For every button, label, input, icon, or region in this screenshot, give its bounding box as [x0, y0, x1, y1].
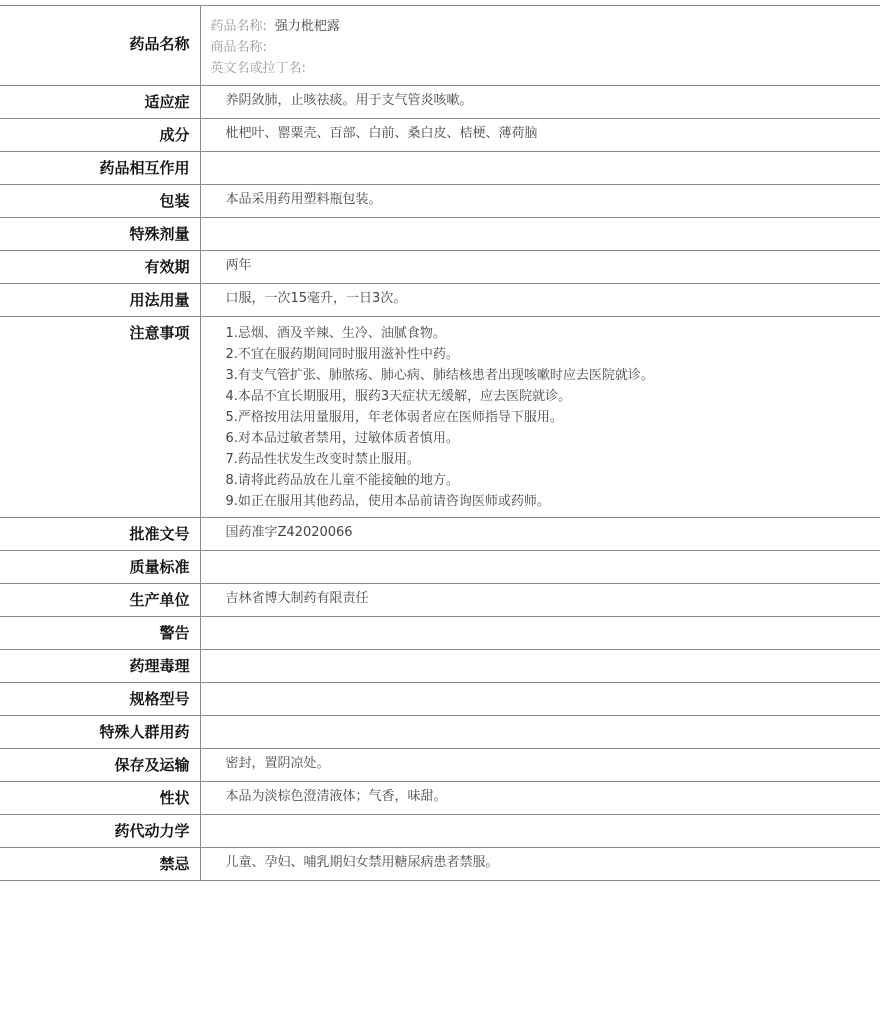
row-label: 性状 — [0, 782, 200, 815]
trade-name-key: 商品名称: — [210, 40, 267, 55]
latin-name-key: 英文名或拉丁名: — [210, 61, 306, 76]
row-label: 生产单位 — [0, 584, 200, 617]
row-value — [200, 617, 880, 650]
row-label: 药代动力学 — [0, 815, 200, 848]
row-value — [200, 6, 880, 86]
row-label: 药理毒理 — [0, 650, 200, 683]
row-value: 口服，一次15毫升，一日3次。 — [225, 291, 407, 306]
precaution-item: 5.严格按用法用量服用，年老体弱者应在医师指导下服用。 — [225, 410, 563, 425]
row-usage — [0, 284, 880, 317]
row-shelf-life — [0, 251, 880, 284]
row-label: 禁忌 — [0, 848, 200, 881]
row-label: 成分 — [0, 119, 200, 152]
row-label: 用法用量 — [0, 284, 200, 317]
drug-info-table — [0, 5, 880, 881]
precaution-item: 1.忌烟、酒及辛辣、生冷、油腻食物。 — [225, 326, 446, 341]
row-storage — [0, 749, 880, 782]
row-contraindications — [0, 848, 880, 881]
row-label: 警告 — [0, 617, 200, 650]
row-value: 密封，置阴凉处。 — [225, 756, 330, 771]
row-value — [200, 152, 880, 185]
generic-name-key: 药品名称: — [210, 19, 267, 34]
row-value: 本品为淡棕色澄清液体；气香，味甜。 — [225, 789, 447, 804]
generic-name-value: 强力枇杷露 — [274, 19, 340, 34]
row-drug-name — [0, 6, 880, 86]
row-value: 儿童、孕妇、哺乳期妇女禁用糖尿病患者禁服。 — [225, 855, 499, 870]
precaution-item: 4.本品不宜长期服用，服药3天症状无缓解，应去医院就诊。 — [225, 389, 572, 404]
row-packaging — [0, 185, 880, 218]
row-label: 注意事项 — [0, 317, 200, 518]
row-value — [200, 317, 880, 518]
trade-name-line — [211, 37, 880, 58]
row-value — [200, 683, 880, 716]
row-interactions — [0, 152, 880, 185]
row-pharmacology — [0, 650, 880, 683]
row-value: 国药准字Z42020066 — [225, 525, 353, 540]
row-label: 特殊人群用药 — [0, 716, 200, 749]
row-warning — [0, 617, 880, 650]
row-value — [200, 815, 880, 848]
precaution-item: 8.请将此药品放在儿童不能接触的地方。 — [225, 473, 459, 488]
precaution-item: 6.对本品过敏者禁用，过敏体质者慎用。 — [225, 431, 459, 446]
row-label: 药品相互作用 — [0, 152, 200, 185]
row-label: 规格型号 — [0, 683, 200, 716]
row-special-dosage — [0, 218, 880, 251]
row-value: 本品采用药用塑料瓶包装。 — [225, 192, 382, 207]
row-value: 吉林省博大制药有限责任 — [225, 591, 369, 606]
precaution-item: 3.有支气管扩张、肺脓疡、肺心病、肺结核患者出现咳嗽时应去医院就诊。 — [225, 368, 654, 383]
precaution-item: 2.不宜在服药期间同时服用滋补性中药。 — [225, 347, 459, 362]
row-value — [200, 650, 880, 683]
row-label: 质量标准 — [0, 551, 200, 584]
row-label: 适应症 — [0, 86, 200, 119]
row-approval-number — [0, 518, 880, 551]
row-label: 药品名称 — [0, 6, 200, 86]
row-value — [200, 716, 880, 749]
precaution-item: 9.如正在服用其他药品，使用本品前请咨询医师或药师。 — [225, 494, 550, 509]
row-quality-standard — [0, 551, 880, 584]
row-manufacturer — [0, 584, 880, 617]
latin-name-line — [211, 58, 880, 79]
row-value: 养阴敛肺，止咳祛痰。用于支气管炎咳嗽。 — [225, 93, 473, 108]
row-precautions — [0, 317, 880, 518]
row-specification — [0, 683, 880, 716]
row-value: 枇杷叶、罂粟壳、百部、白前、桑白皮、桔梗、薄荷脑 — [225, 126, 538, 141]
row-ingredients — [0, 119, 880, 152]
generic-name-line — [211, 16, 880, 37]
row-label: 批准文号 — [0, 518, 200, 551]
row-value: 两年 — [225, 258, 252, 273]
row-special-populations — [0, 716, 880, 749]
row-value — [200, 218, 880, 251]
row-indications — [0, 86, 880, 119]
row-label: 保存及运输 — [0, 749, 200, 782]
row-label: 包装 — [0, 185, 200, 218]
precaution-item: 7.药品性状发生改变时禁止服用。 — [225, 452, 420, 467]
row-value — [200, 551, 880, 584]
row-description — [0, 782, 880, 815]
row-label: 特殊剂量 — [0, 218, 200, 251]
row-label: 有效期 — [0, 251, 200, 284]
row-pharmacokinetics — [0, 815, 880, 848]
